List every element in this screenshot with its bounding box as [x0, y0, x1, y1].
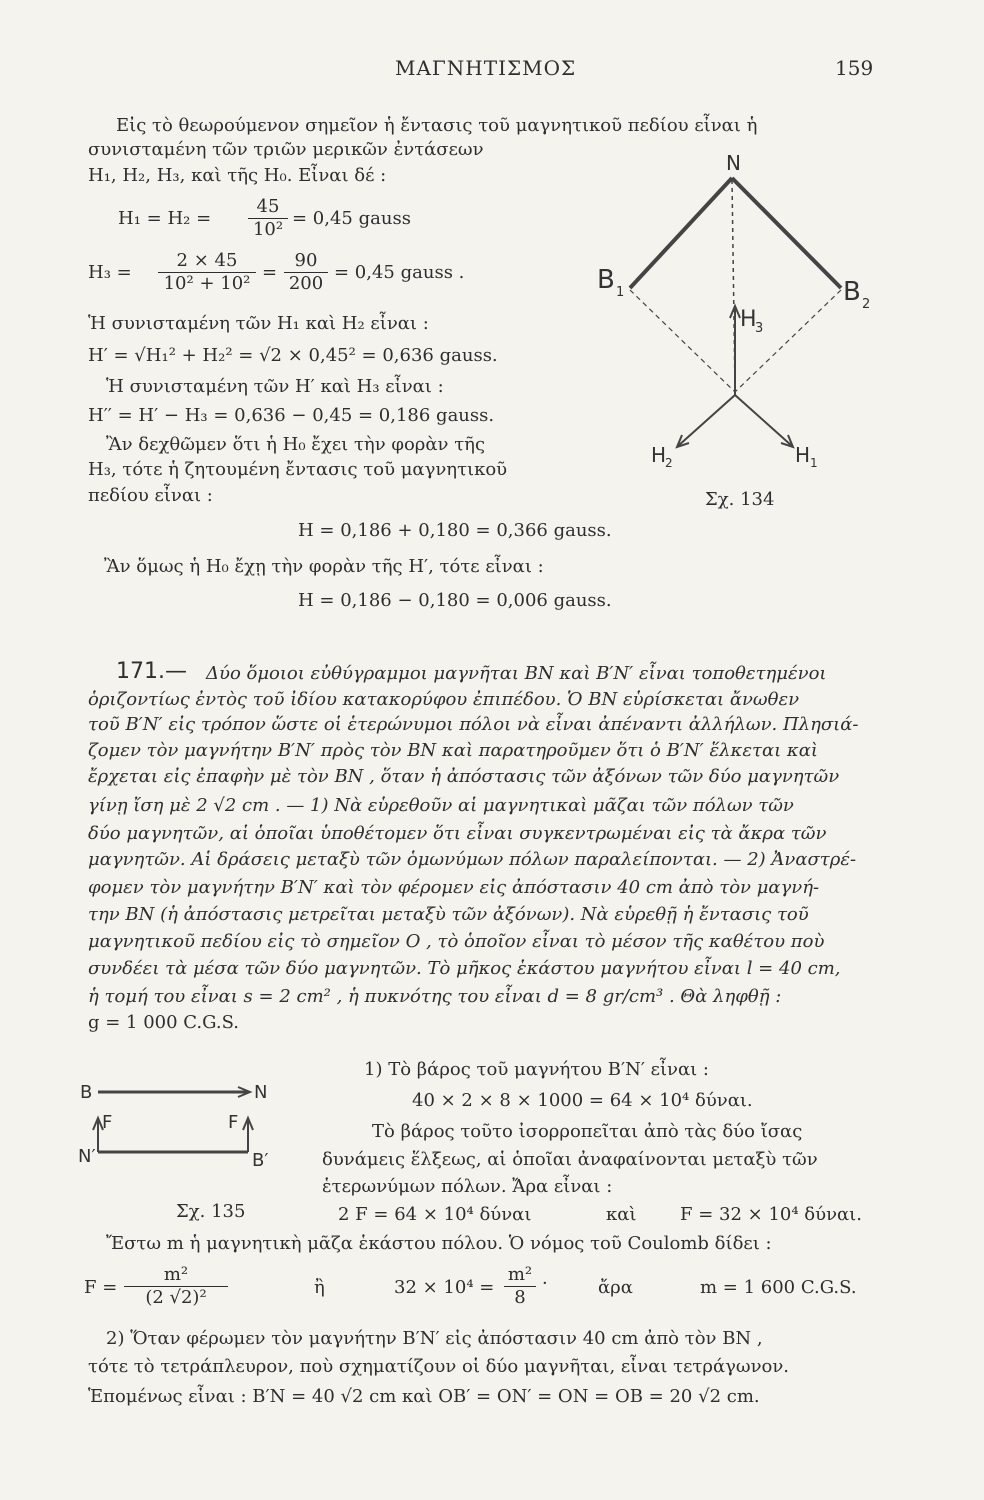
solution-equation: 2 F = 64 × 10⁴ δύναι [338, 1204, 532, 1225]
fraction [248, 196, 288, 241]
numerator: m² [163, 1264, 189, 1285]
solution-line: Ἔστω m ἡ μαγνητικὴ μᾶζα ἑκάστου πόλου. Ὁ νόμος τοῦ Coulomb δίδει : [106, 1233, 772, 1254]
figure-caption: Σχ. 134 [705, 489, 775, 510]
label-h3: H [740, 307, 757, 332]
formula-ara: ἄρα [598, 1277, 633, 1298]
fraction [124, 1264, 228, 1309]
text-line: Ἂν ὅμως ἡ H₀ ἔχῃ τὴν φορὰν τῆς H′, τότε εἶναι : [104, 556, 544, 577]
magnet-b2n [732, 178, 841, 288]
figure-135 [78, 1074, 288, 1184]
denominator: 8 [504, 1286, 536, 1309]
equation: H′ = √H₁² + H₂² = √2 × 0,45² = 0,636 gauss. [88, 345, 498, 366]
vector-h2 [678, 395, 735, 446]
magnet-b1n [630, 178, 732, 288]
solution-line: ἑτερωνύμων πόλων. Ἄρα εἶναι : [322, 1176, 613, 1197]
vector-h1 [735, 395, 792, 446]
label-b1: B [597, 265, 615, 295]
label-h1-sub: 1 [810, 456, 818, 470]
problem-line: φομεν τὸν μαγνήτην B′N′ καὶ τὸν φέρομεν εἰς ἀπόστασιν 40 cm ἀπὸ τὸν μαγνή- [88, 877, 820, 898]
label-n-prime: N′ [78, 1146, 96, 1167]
label-h2-sub: 2 [665, 456, 673, 470]
running-title: ΜΑΓΝΗΤΙΣΜΟΣ [395, 56, 577, 80]
label-f1: F [102, 1112, 113, 1133]
label-h3-sub: 3 [755, 321, 764, 336]
text-line: πεδίου εἶναι : [88, 485, 213, 506]
equation-lhs: H₁ = H₂ = [118, 208, 212, 229]
solution-line: Τὸ βάρος τοῦτο ἰσορροπεῖται ἀπὸ τὰς δύο ἴσας [372, 1121, 803, 1142]
solution-equation: 40 × 2 × 8 × 1000 = 64 × 10⁴ δύναι. [412, 1090, 753, 1111]
solution-line: δυνάμεις ἕλξεως, αἱ ὁποῖαι ἀναφαίνονται μεταξὺ τῶν [322, 1149, 818, 1170]
problem-line: ἔρχεται εἰς ἐπαφὴν μὲ τὸν BN , ὅταν ἡ ἀπόστασις τῶν ἀξόνων τῶν δύο μαγνητῶν [88, 766, 840, 787]
formula-mid: 32 × 10⁴ = [394, 1277, 495, 1298]
text-line: H₃, τότε ἡ ζητουμένη ἔντασις τοῦ μαγνητικοῦ [88, 459, 508, 480]
problem-line: συνδέει τὰ μέσα τῶν δύο μαγνητῶν. Τὸ μῆκος ἑκάστου μαγνήτου εἶναι l = 40 cm, [88, 958, 841, 979]
fraction [284, 250, 328, 295]
equation-rhs: = 0,45 gauss . [334, 262, 465, 283]
section-label: 171.— [116, 659, 187, 684]
figure-caption: Σχ. 135 [176, 1201, 246, 1222]
label-b2-sub: 2 [862, 297, 871, 312]
page-header [0, 56, 984, 86]
denominator: 200 [284, 272, 328, 295]
label-h1: H [795, 443, 811, 467]
problem-line: Δύο ὅμοιοι εὐθύγραμμοι μαγνῆται BN καὶ B′N′ εἶναι τοποθετημένοι [206, 663, 827, 684]
solution-equation: F = 32 × 10⁴ δύναι. [680, 1204, 862, 1225]
text-line: H₁, H₂, H₃, καὶ τῆς H₀. Εἶναι δέ : [88, 165, 387, 186]
problem-line: δύο μαγνητῶν, αἱ ὁποῖαι ὑποθέτομεν ὅτι εἶναι συγκεντρωμέναι εἰς τὰ ἄκρα τῶν [88, 823, 827, 844]
equation-lhs: H₃ = [88, 262, 132, 283]
problem-line: ἡ τομή του εἶναι s = 2 cm² , ἡ πυκνότης του εἶναι d = 8 gr/cm³ . Θὰ ληφθῇ : [88, 986, 782, 1007]
problem-line: ζομεν τὸν μαγνήτην B′N′ πρὸς τὸν BN καὶ παρατηροῦμεν ὅτι ὁ B′N′ ἕλκεται καὶ [88, 740, 818, 761]
label-b2: B [843, 277, 861, 307]
equation-rhs: = 0,45 gauss [292, 208, 411, 229]
label-n: N [726, 151, 741, 175]
text-line: συνισταμένη τῶν τριῶν μερικῶν ἐντάσεων [88, 139, 484, 160]
formula-or: ἢ [314, 1277, 325, 1298]
equation: H′′ = H′ − H₃ = 0,636 − 0,45 = 0,186 gauss. [88, 405, 495, 426]
text-line: Ἡ συνισταμένη τῶν H₁ καὶ H₂ εἶναι : [88, 313, 429, 334]
equals-sign: = [262, 262, 278, 283]
label-b-prime: B′ [252, 1150, 269, 1171]
problem-line: γίνῃ ἴση μὲ 2 √2 cm . — 1) Νὰ εὑρεθοῦν αἱ μαγνητικαὶ μᾶζαι τῶν πόλων τῶν [88, 795, 794, 816]
problem-line: την BN (ἡ ἀπόστασις μετρεῖται μεταξὺ τῶν ἀξόνων). Νὰ εὑρεθῇ ἡ ἔντασις τοῦ [88, 904, 809, 925]
problem-line: τοῦ B′N′ εἰς τρόπον ὥστε οἱ ἑτερώνυμοι πόλοι νὰ εἶναι ἀπέναντι ἀλλήλων. Πλησιά- [88, 714, 859, 735]
equation: H = 0,186 − 0,180 = 0,006 gauss. [298, 590, 612, 611]
label-b: B [80, 1082, 93, 1103]
section-number [116, 660, 187, 685]
solution-text: καὶ [606, 1204, 637, 1225]
label-n: N [254, 1082, 268, 1103]
label-f2: F [228, 1112, 239, 1133]
label-h2: H [651, 443, 667, 467]
equation: H = 0,186 + 0,180 = 0,366 gauss. [298, 520, 612, 541]
page-number: 159 [835, 56, 874, 80]
solution-line: τότε τὸ τετράπλευρον, ποὺ σχηματίζουν οἱ δύο μαγνῆται, εἶναι τετράγωνον. [88, 1356, 790, 1377]
dashed-line-b2 [735, 290, 841, 392]
numerator: 90 [294, 250, 318, 271]
formula-result: m = 1 600 C.G.S. [700, 1277, 857, 1298]
formula-dot: · [542, 1273, 548, 1294]
numerator: 45 [256, 196, 280, 217]
fraction [504, 1264, 536, 1309]
text-line: Ἂν δεχθῶμεν ὅτι ἡ H₀ ἔχει τὴν φορὰν τῆς [106, 434, 486, 455]
numerator: m² [507, 1264, 533, 1285]
denominator: 10² [248, 218, 288, 241]
problem-line: μαγνητικοῦ πεδίου εἰς τὸ σημεῖον O , τὸ ὁποῖον εἶναι τὸ μέσον τῆς καθέτου ποὺ [88, 931, 825, 952]
solution-line: Ἑπομένως εἶναι : B′N = 40 √2 cm καὶ OB′ = ON′ = ON = OB = 20 √2 cm. [88, 1386, 760, 1407]
text-line: Εἰς τὸ θεωρούμενον σημεῖον ἡ ἔντασις τοῦ μαγνητικοῦ πεδίου εἶναι ἡ [116, 115, 758, 136]
problem-line: μαγνητῶν. Αἱ δράσεις μεταξὺ τῶν ὁμωνύμων πόλων παραλείπονται. — 2) Ἀναστρέ- [88, 849, 857, 870]
fraction [158, 250, 256, 295]
denominator: 10² + 10² [158, 272, 256, 295]
problem-line: ὁριζοντίως ἐντὸς τοῦ ἰδίου κατακορύφου ἐπιπέδου. Ὁ BN εὑρίσκεται ἄνωθεν [88, 689, 800, 710]
solution-line: 1) Τὸ βάρος τοῦ μαγνήτου B′N′ εἶναι : [364, 1059, 709, 1080]
figure-134 [585, 150, 905, 520]
problem-line: g = 1 000 C.G.S. [88, 1012, 240, 1033]
numerator: 2 × 45 [176, 250, 238, 271]
solution-line: 2) Ὅταν φέρωμεν τὸν μαγνήτην B′N′ εἰς ἀπόστασιν 40 cm ἀπὸ τὸν BN , [106, 1328, 763, 1349]
dashed-line-b1 [630, 290, 735, 392]
text-line: Ἡ συνισταμένη τῶν H′ καὶ H₃ εἶναι : [106, 376, 444, 397]
formula-lhs: F = [84, 1277, 118, 1298]
label-b1-sub: 1 [616, 285, 625, 300]
denominator: (2 √2)² [124, 1286, 228, 1309]
